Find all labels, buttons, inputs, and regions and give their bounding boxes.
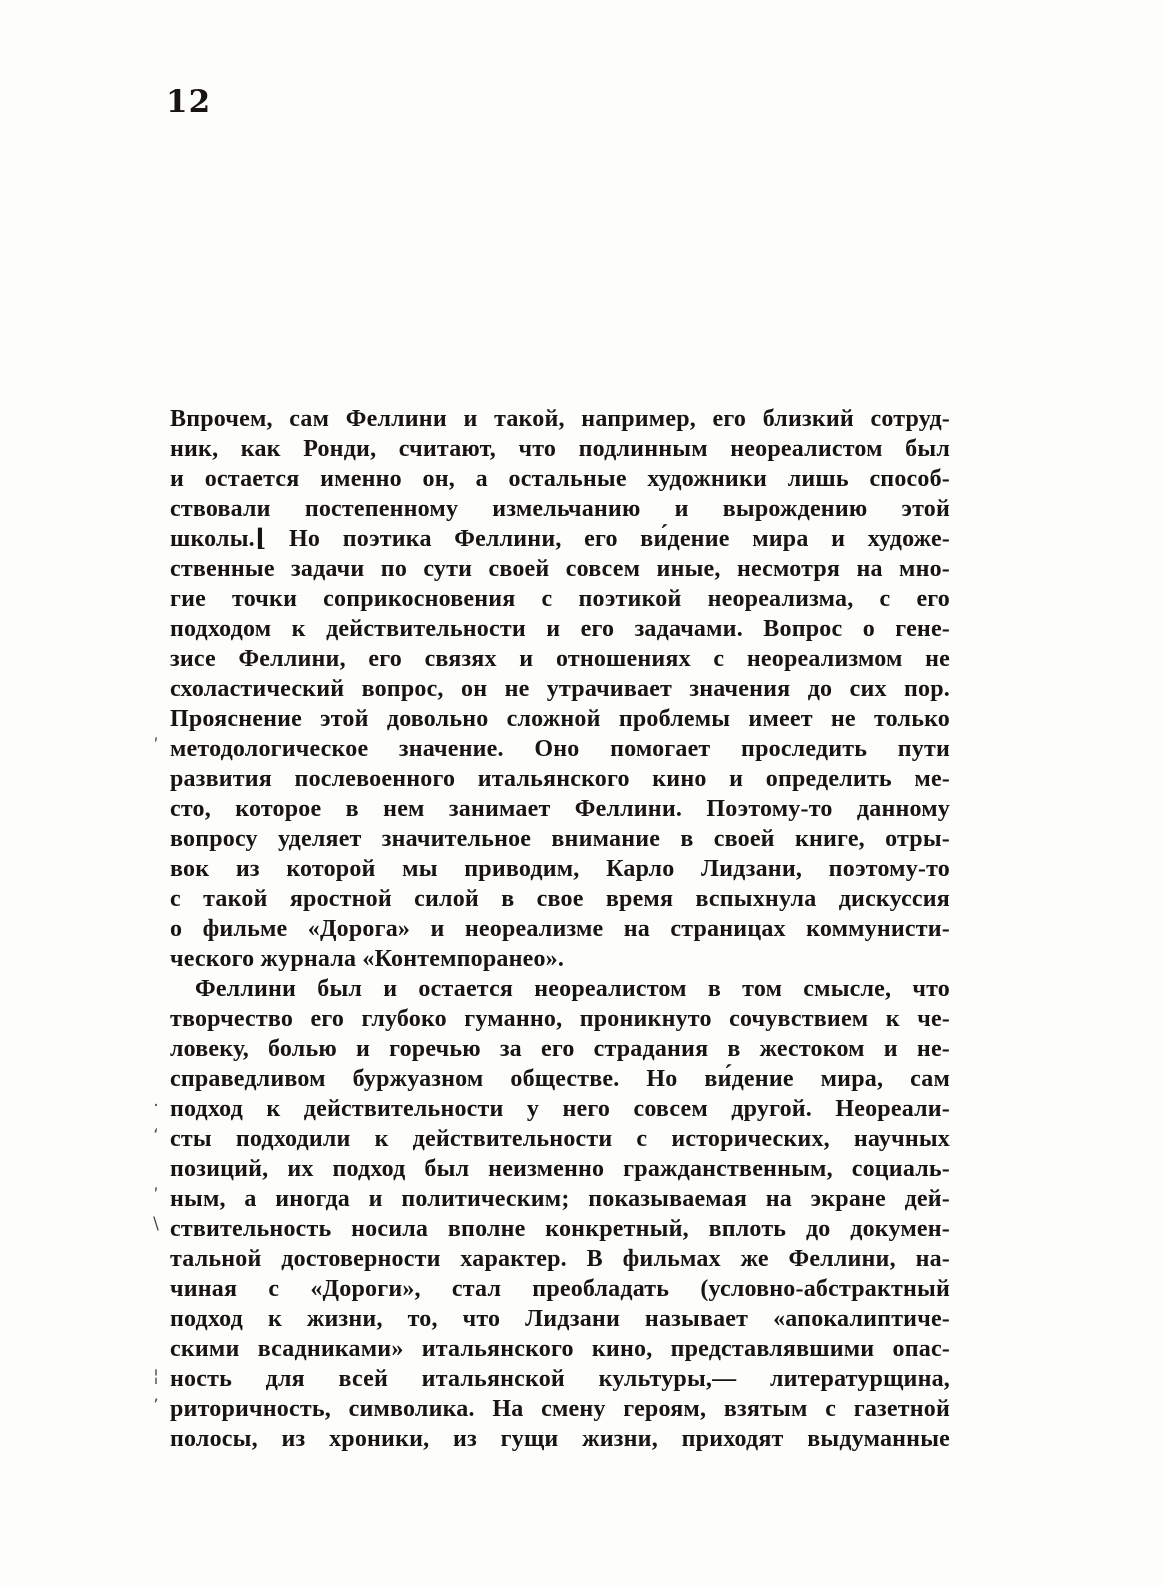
text-line: методологическое значение. Оно помогает проследить пути xyxy=(170,736,950,762)
text-line: Прояснение этой довольно сложной проблемы имеет не только xyxy=(170,706,950,732)
text-line: подход к жизни, то, что Лидзани называет «апокалиптиче- xyxy=(170,1306,950,1332)
text-line: ность для всей итальянской культуры,— литературщина, xyxy=(170,1366,950,1392)
text-line: гие точки соприкосновения с поэтикой неореализма, с его xyxy=(170,586,950,612)
paragraph xyxy=(170,404,950,974)
text-line: риторичность, символика. На смену героям, взятым с газетной xyxy=(170,1396,950,1422)
text-line: тальной достоверности характер. В фильмах же Феллини, на- xyxy=(170,1246,950,1272)
text-line: полосы, из хроники, из гущи жизни, приходят выдуманные xyxy=(170,1426,950,1452)
text-line: скими всадниками» итальянского кино, представлявшими опас- xyxy=(170,1336,950,1362)
text-line: ственные задачи по сути своей совсем иные, несмотря на мно- xyxy=(170,556,950,582)
page-number: 12 xyxy=(166,84,212,120)
text-line: ным, а иногда и политическим; показываемая на экране дей- xyxy=(170,1186,950,1212)
pencil-margin-mark: ʼ xyxy=(153,1396,159,1416)
text-line: сты подходили к действительности с исторических, научных xyxy=(170,1126,950,1152)
text-line: зисе Феллини, его связях и отношениях с неореализмом не xyxy=(170,646,950,672)
text-line: подходом к действительности и его задачами. Вопрос о гене- xyxy=(170,616,950,642)
pencil-margin-mark: ʹ xyxy=(153,1186,159,1206)
text-line: Впрочем, сам Феллини и такой, например, его близкий сотруд- xyxy=(170,406,950,432)
text-line: вопросу уделяет значительное внимание в своей книге, отры- xyxy=(170,826,950,852)
text-line: школы.⌊ Но поэтика Феллини, его ви́дение мира и художе- xyxy=(170,526,950,552)
text-line: ческого журнала «Контемпоранео». xyxy=(170,946,565,972)
text-line: творчество его глубоко гуманно, проникнуто сочувствием к че- xyxy=(170,1006,950,1032)
text-line: и остается именно он, а остальные художники лишь способ- xyxy=(170,466,950,492)
pencil-margin-mark: ʻ xyxy=(153,1126,159,1146)
body-text xyxy=(170,404,950,1454)
text-line: чиная с «Дороги», стал преобладать (условно-абстрактный xyxy=(170,1276,950,1302)
paragraph xyxy=(170,974,950,1454)
text-line: подход к действительности у него совсем другой. Неореали- xyxy=(170,1096,950,1122)
text-line: вок из которой мы приводим, Карло Лидзани, поэтому-то xyxy=(170,856,950,882)
text-line: с такой яростной силой в свое время вспыхнула дискуссия xyxy=(170,886,950,912)
text-line: справедливом буржуазном обществе. Но ви́дение мира, сам xyxy=(170,1066,950,1092)
text-line: ствительность носила вполне конкретный, вплоть до докумен- xyxy=(170,1216,950,1242)
text-line: позиций, их подход был неизменно гражданственным, социаль- xyxy=(170,1156,950,1182)
text-line: о фильме «Дорога» и неореализме на страницах коммунисти- xyxy=(170,916,950,942)
text-line: схоластический вопрос, он не утрачивает значения до сих пор. xyxy=(170,676,950,702)
text-line: Феллини был и остается неореалистом в том смысле, что xyxy=(195,976,950,1002)
text-line: ник, как Ронди, считают, что подлинным неореалистом был xyxy=(170,436,950,462)
pencil-margin-mark: ʹ xyxy=(153,736,159,756)
text-line: ловеку, болью и горечью за его страдания в жестоком и не- xyxy=(170,1036,950,1062)
text-line: сто, которое в нем занимает Феллини. Поэтому-то данному xyxy=(170,796,950,822)
text-line: развития послевоенного итальянского кино и определить ме- xyxy=(170,766,950,792)
pencil-margin-mark: \ xyxy=(153,1214,159,1234)
text-line: ствовали постепенному измельчанию и вырождению этой xyxy=(170,496,950,522)
pencil-margin-mark: ¦ xyxy=(153,1366,159,1386)
pencil-margin-mark: · xyxy=(153,1096,159,1116)
